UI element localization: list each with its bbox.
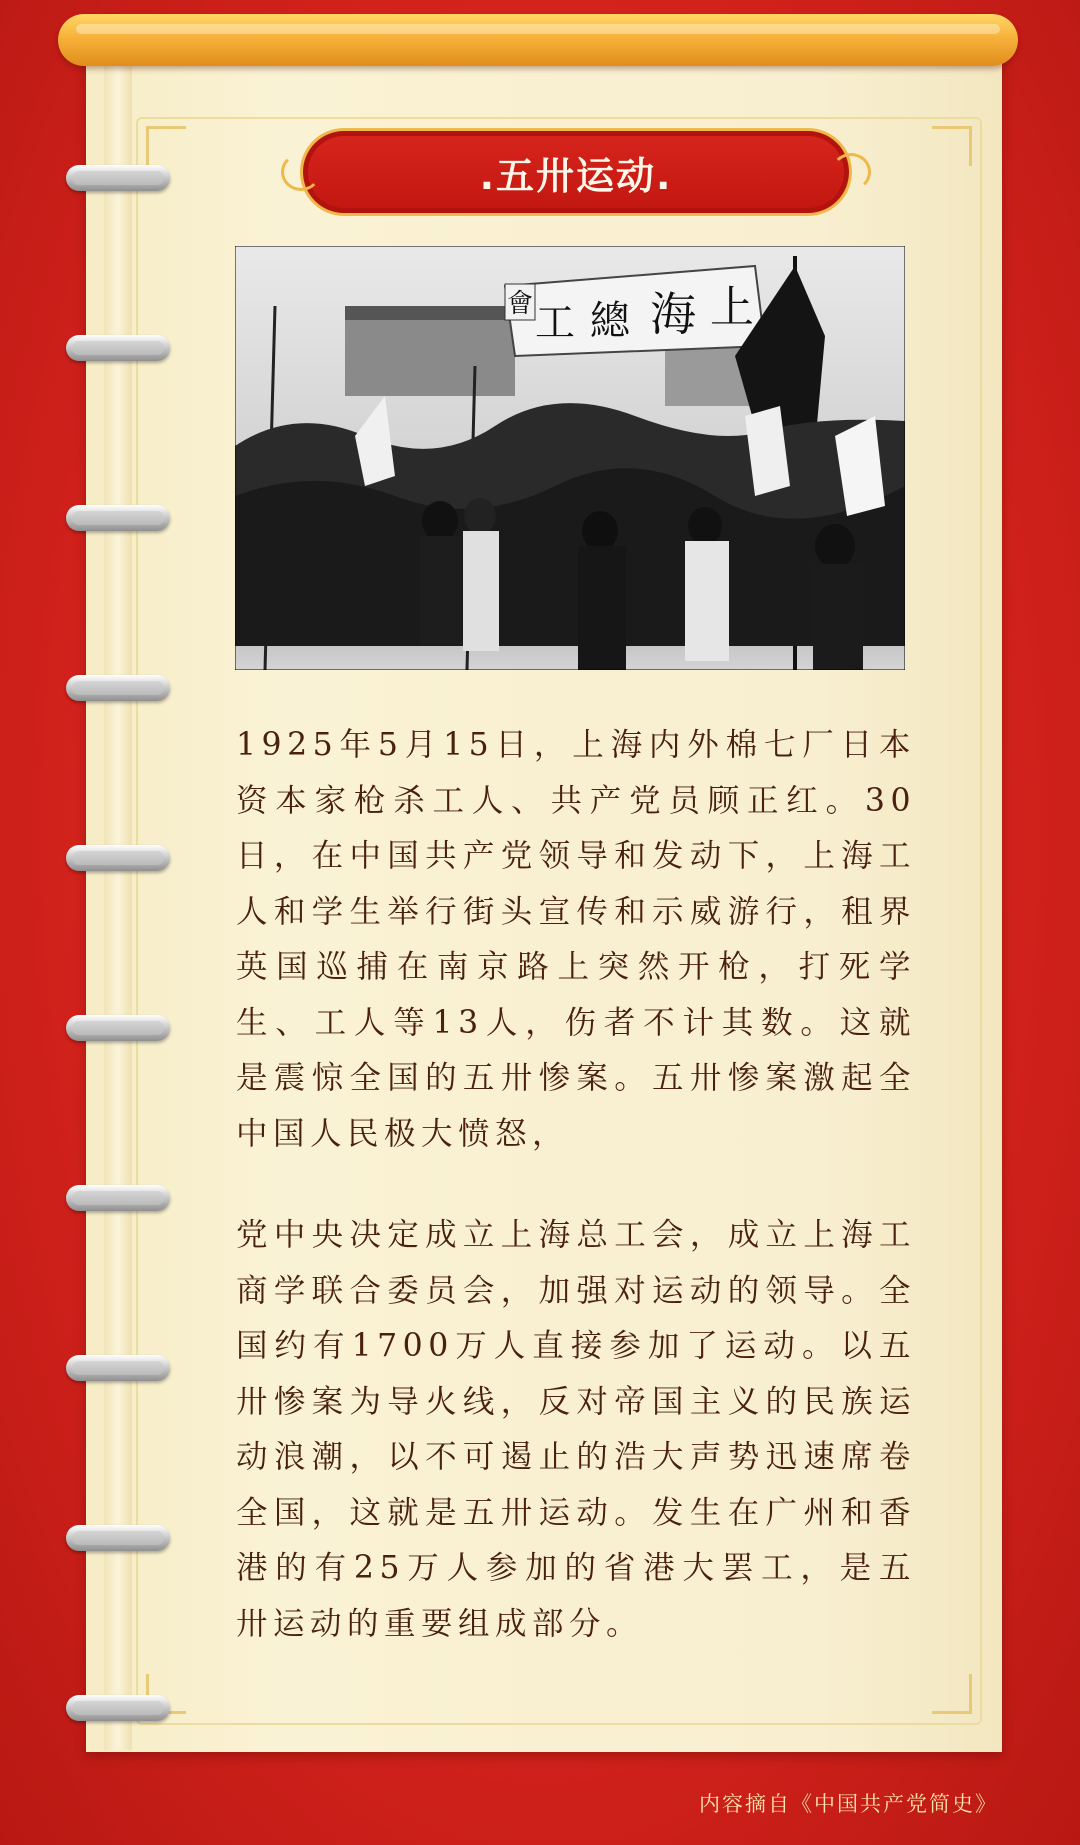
corner-ornament — [146, 126, 186, 166]
protest-crowd-image — [235, 246, 905, 670]
page-title: .五卅运动. — [479, 153, 673, 198]
flag-glyph: 會 — [507, 289, 534, 319]
binding-strip — [104, 60, 132, 1750]
corner-ornament — [932, 1674, 972, 1714]
binding-ring — [66, 505, 170, 531]
banner-glyph: 海 — [650, 287, 696, 341]
binding-ring — [66, 335, 170, 361]
binding-ring — [66, 1185, 170, 1211]
binding-ring — [66, 845, 170, 871]
corner-ornament — [932, 126, 972, 166]
binding-ring — [66, 1525, 170, 1551]
source-note: 内容摘自《中国共产党简史》 — [699, 1792, 998, 1816]
binding-ring — [66, 1355, 170, 1381]
banner-glyph: 上 — [710, 282, 754, 333]
paragraph-1: 1925年5月15日，上海内外棉七厂日本资本家枪杀工人、共产党员顾正红。30日，在中国共产党领导和发动下，上海工人和学生举行街头宣传和示威游行，租界英国巡捕在南京路上突然开枪，打死学生、工人等13人，伤者不计其数。这就是震惊全国的五卅惨案。五卅惨案激起全中国人民极大愤怒， — [236, 727, 916, 1152]
paragraph-2: 党中央决定成立上海总工会，成立上海工商学联合委员会，加强对运动的领导。全国约有1700万人直接参加了运动。以五卅惨案为导火线，反对帝国主义的民族运动浪潮，以不可遏止的浩大声势迅速席卷全国，这就是五卅运动。发生在广州和香港的有25万人参加的省港大罢工，是五卅运动的重要组成部分。 — [236, 1217, 916, 1642]
scroll-rod — [58, 14, 1018, 66]
banner-glyph: 工 — [535, 300, 575, 346]
banner-glyph: 總 — [590, 298, 630, 344]
binding-ring — [66, 1015, 170, 1041]
historical-photo — [235, 246, 905, 670]
binding-ring — [66, 675, 170, 701]
binding-ring — [66, 1695, 170, 1721]
title-banner — [300, 128, 852, 216]
binding-ring — [66, 165, 170, 191]
